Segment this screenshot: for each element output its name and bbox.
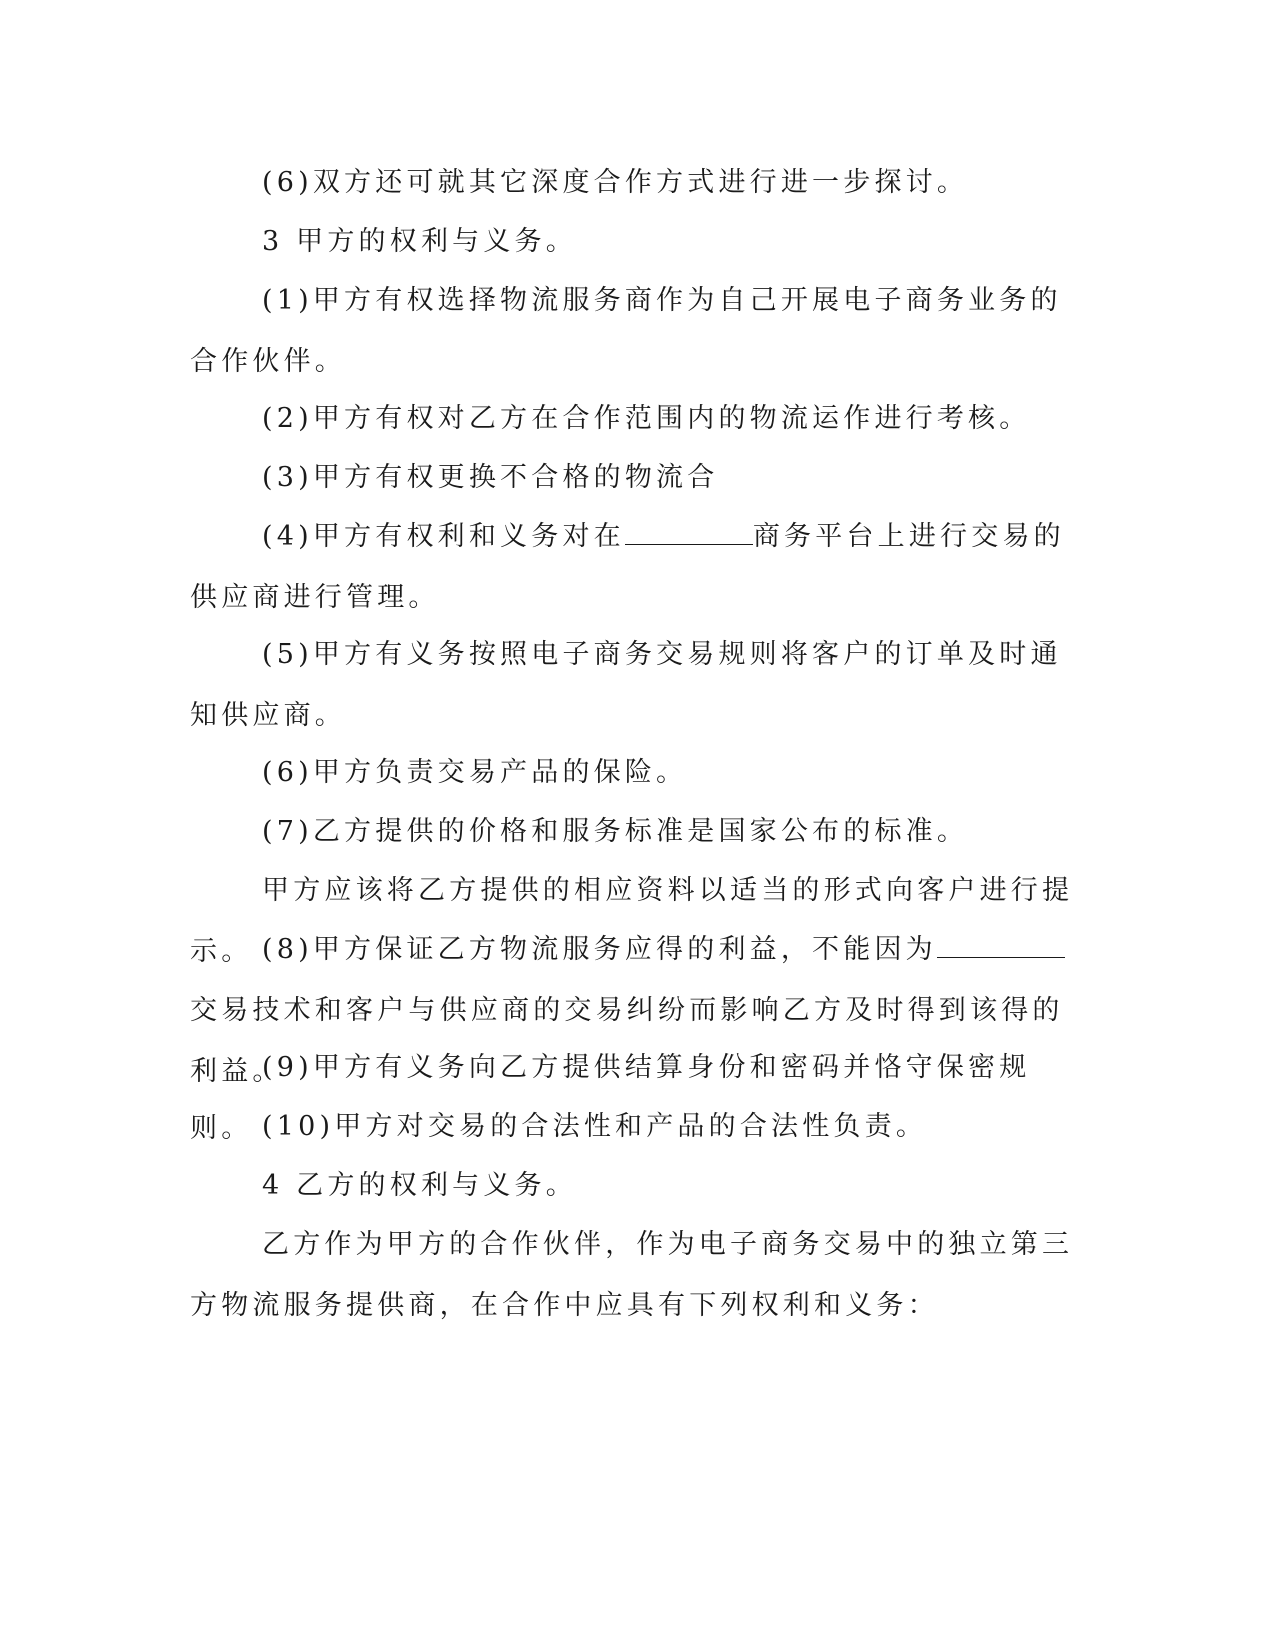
paragraph-party-a-4-after: 商务平台上进行交易的供应商进行管理。 [190,521,1065,613]
paragraph-party-a-9: (9)甲方有义务向乙方提供结算身份和密码并恪守保密规则。 [190,1052,1031,1144]
paragraph-party-a-1: (1)甲方有权选择物流服务商作为自己开展电子商务业务的合作伙伴。 [190,285,1062,377]
paragraph-party-a-7-note: 甲方应该将乙方提供的相应资料以适当的形式向客户进行提示。 [190,875,1074,967]
paragraph-party-a-10: (10)甲方对交易的合法性和产品的合法性负责。 [262,1111,928,1142]
paragraph-party-a-4-before: (4)甲方有权利和义务对在 [262,521,625,552]
paragraph-party-a-6: (6)甲方负责交易产品的保险。 [262,757,688,788]
paragraph-party-a-8-after: 交易技术和客户与供应商的交易纠纷而影响乙方及时得到该得的利益。 [190,995,1064,1087]
section-heading-party-b: 4 乙方的权利与义务。 [262,1170,577,1201]
paragraph-party-a-4 [190,506,1080,628]
blank-fill-line [937,931,1065,958]
paragraph-cooperation-6: (6)双方还可就其它深度合作方式进行进一步探讨。 [262,167,969,198]
section-heading-party-a: 3 甲方的权利与义务。 [262,226,577,257]
paragraph-party-a-8-before: (8)甲方保证乙方物流服务应得的利益，不能因为 [262,934,937,965]
paragraph-party-a-2: (2)甲方有权对乙方在合作范围内的物流运作进行考核。 [262,403,1031,434]
paragraph-party-a-3: (3)甲方有权更换不合格的物流合 [262,462,719,493]
blank-fill-line [625,518,753,545]
paragraph-party-a-7: (7)乙方提供的价格和服务标准是国家公布的标准。 [262,816,969,847]
paragraph-party-a-5: (5)甲方有义务按照电子商务交易规则将客户的订单及时通知供应商。 [190,639,1062,731]
paragraph-party-b-intro: 乙方作为甲方的合作伙伴，作为电子商务交易中的独立第三方物流服务提供商，在合作中应具有下列权利和义务： [190,1229,1074,1321]
